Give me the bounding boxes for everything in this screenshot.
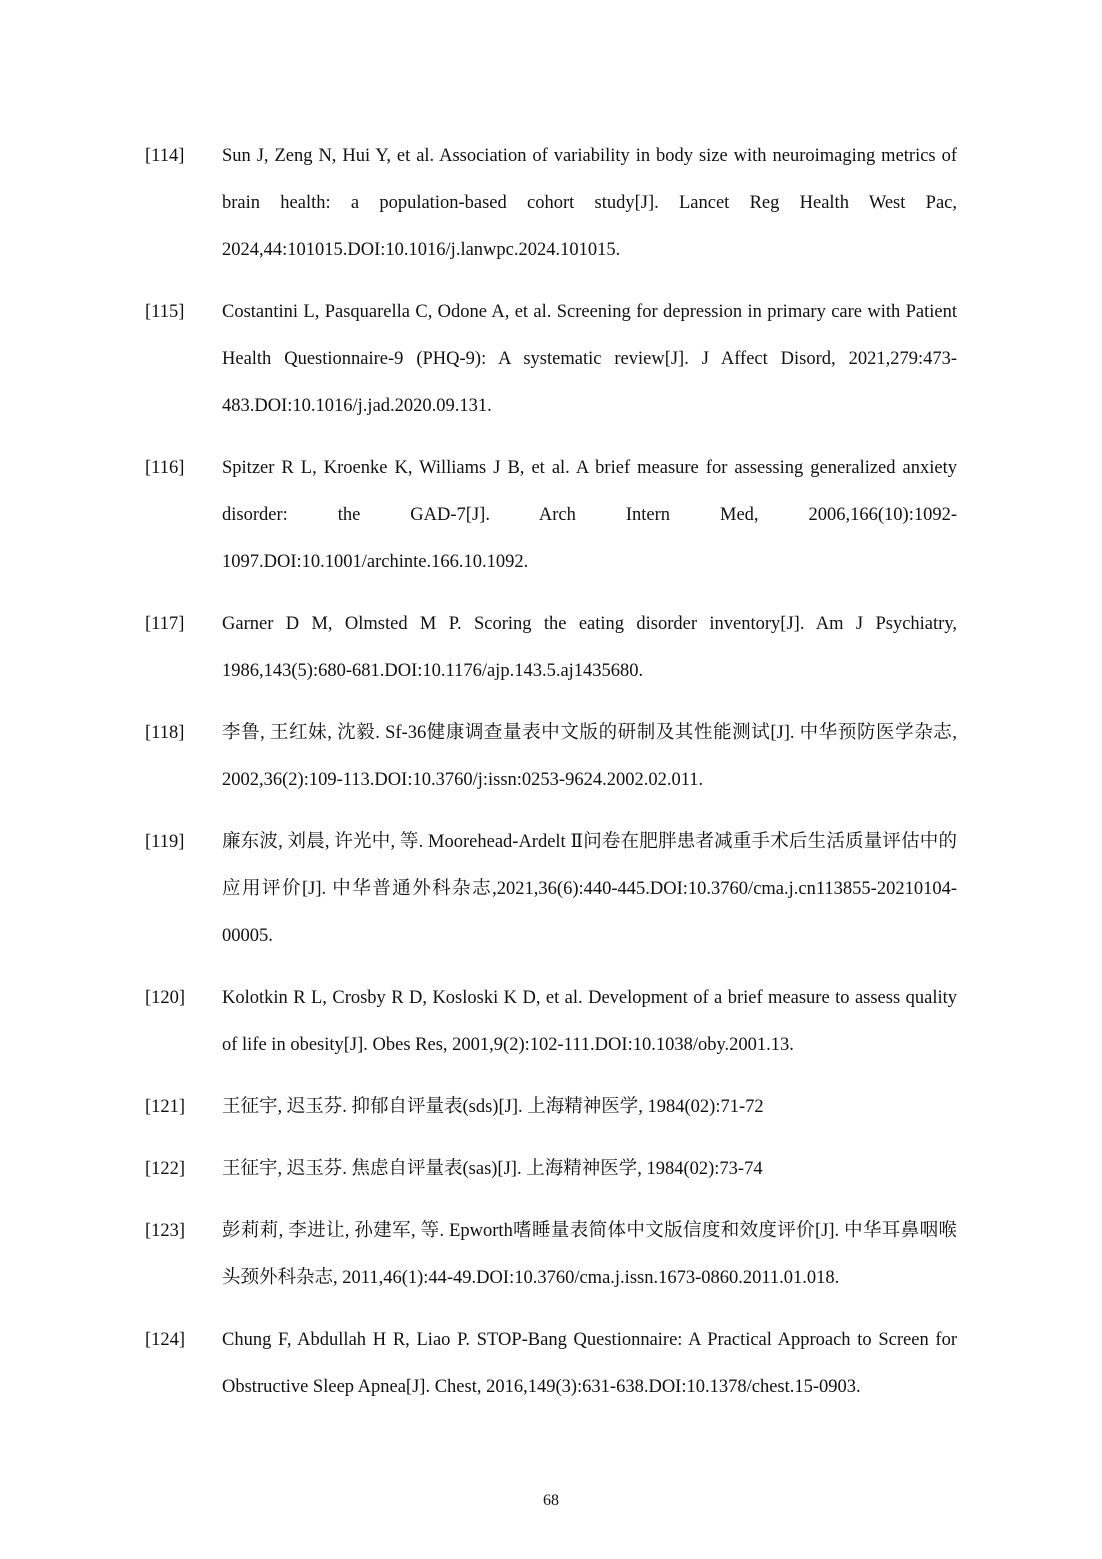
reference-item — [145, 710, 957, 804]
reference-text: Chung F, Abdullah H R, Liao P. STOP-Bang Questionnaire: A Practical Approach to Screen for Obstructive Sleep Apnea[J]. Chest, 2016,149(3):631-638.DOI:10.1378/chest.15-0903. — [222, 1330, 957, 1397]
reference-text: 王征宇, 迟玉芬. 抑郁自评量表(sds)[J]. 上海精神医学, 1984(02):71-72 — [222, 1097, 764, 1117]
reference-number: [123] — [145, 1221, 186, 1241]
reference-item — [145, 1317, 957, 1411]
reference-text: Garner D M, Olmsted M P. Scoring the eating disorder inventory[J]. Am J Psychiatry, 1986,143(5):680-681.DOI:10.1176/ajp.143.5.aj1435680. — [222, 614, 957, 681]
reference-number: [116] — [145, 458, 185, 478]
reference-item — [145, 445, 957, 586]
page-number: 68 — [543, 1492, 559, 1509]
reference-item — [145, 1146, 957, 1193]
reference-item — [145, 975, 957, 1069]
reference-number: [117] — [145, 614, 185, 634]
reference-number: [114] — [145, 146, 185, 166]
reference-number: [120] — [145, 988, 186, 1008]
reference-item — [145, 1084, 957, 1131]
reference-text: Kolotkin R L, Crosby R D, Kosloski K D, et al. Development of a brief measure to assess quality of life in obesity[J]. Obes Res, 2001,9(2):102-111.DOI:10.1038/oby.2001.13. — [222, 988, 957, 1055]
reference-text: Sun J, Zeng N, Hui Y, et al. Association of variability in body size with neuroimaging metrics of brain health: a population-based cohort study[J]. Lancet Reg Health West Pac, 2024,44:101015.DOI:10.1016/j.lanwpc.2024.101015. — [222, 146, 957, 260]
reference-item — [145, 819, 957, 960]
reference-item — [145, 601, 957, 695]
reference-number: [118] — [145, 723, 185, 743]
reference-text: Spitzer R L, Kroenke K, Williams J B, et al. A brief measure for assessing generalized anxiety disorder: the GAD-7[J]. Arch Intern Med, 2006,166(10):1092-1097.DOI:10.1001/archinte.166.10.1092. — [222, 458, 957, 572]
reference-text: 廉东波, 刘晨, 许光中, 等. Moorehead-Ardelt Ⅱ问卷在肥胖患者减重手术后生活质量评估中的应用评价[J]. 中华普通外科杂志,2021,36(6):440-445.DOI:10.3760/cma.j.cn113855-20210104-00005. — [222, 832, 957, 946]
reference-text: Costantini L, Pasquarella C, Odone A, et al. Screening for depression in primary care with Patient Health Questionnaire-9 (PHQ-9): A systematic review[J]. J Affect Disord, 2021,279:473-483.DOI:10.1016/j.jad.2020.09.131. — [222, 302, 957, 416]
reference-item — [145, 133, 957, 274]
reference-list — [145, 133, 957, 1426]
reference-text: 彭莉莉, 李进让, 孙建军, 等. Epworth嗜睡量表简体中文版信度和效度评价[J]. 中华耳鼻咽喉头颈外科杂志, 2011,46(1):44-49.DOI:10.3760/cma.j.issn.1673-0860.2011.01.018. — [222, 1221, 957, 1288]
reference-number: [121] — [145, 1097, 186, 1117]
reference-number: [115] — [145, 302, 185, 322]
reference-number: [119] — [145, 832, 185, 852]
reference-text: 李鲁, 王红妹, 沈毅. Sf-36健康调查量表中文版的研制及其性能测试[J]. 中华预防医学杂志, 2002,36(2):109-113.DOI:10.3760/j:issn:0253-9624.2002.02.011. — [222, 723, 957, 790]
reference-number: [124] — [145, 1330, 186, 1350]
reference-text: 王征宇, 迟玉芬. 焦虑自评量表(sas)[J]. 上海精神医学, 1984(02):73-74 — [222, 1159, 763, 1179]
reference-number: [122] — [145, 1159, 186, 1179]
reference-item — [145, 289, 957, 430]
reference-item — [145, 1208, 957, 1302]
